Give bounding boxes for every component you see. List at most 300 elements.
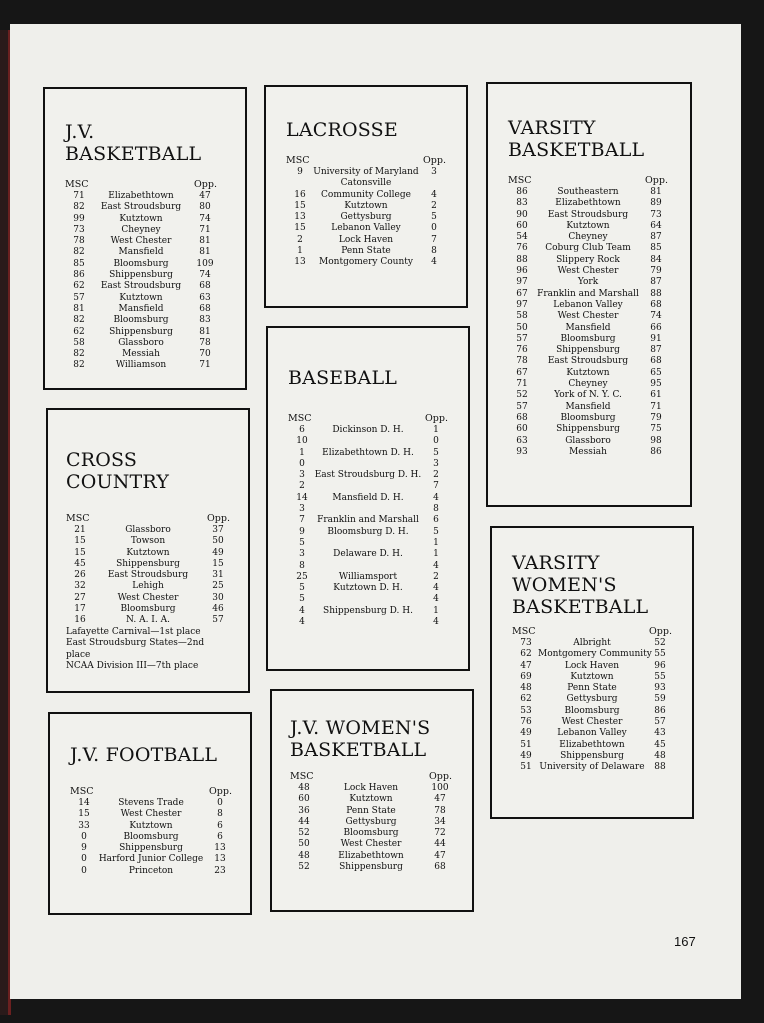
- msc-score: 58: [516, 311, 528, 322]
- score-row: [65, 191, 217, 202]
- score-row: [286, 246, 446, 257]
- opponent-name: Franklin and Marshall: [317, 515, 419, 526]
- result-note-2: East Stroudsburg States—2nd place: [66, 638, 205, 660]
- msc-score: 0: [299, 458, 305, 469]
- score-row: [288, 470, 448, 481]
- opponent-name: Albright: [573, 638, 611, 648]
- scores-list: [70, 798, 232, 877]
- opp-score: 55: [654, 671, 666, 682]
- opp-score: 59: [654, 694, 666, 705]
- opp-score: 68: [199, 281, 211, 292]
- opponent-name: Lock Haven: [338, 234, 394, 245]
- msc-score: 1: [299, 447, 305, 458]
- opponent-name: Shippensburg: [116, 558, 180, 569]
- jv-basketball-title: J.V. BASKETBALL: [65, 121, 202, 165]
- msc-score: 8: [299, 560, 305, 571]
- msc-score: 57: [73, 292, 85, 303]
- opponent-name: Mansfield: [565, 322, 611, 333]
- score-row: [512, 683, 672, 694]
- score-row: [286, 178, 446, 189]
- msc-score: 82: [73, 349, 85, 360]
- msc-score: 5: [299, 594, 305, 605]
- opp-score: 95: [650, 379, 662, 390]
- opponent-name: Shippensburg: [339, 862, 403, 873]
- msc-score: 0: [81, 865, 87, 876]
- score-row: [508, 187, 668, 198]
- opp-score: 4: [431, 257, 437, 268]
- opponent-name: Bloomsburg: [113, 258, 169, 269]
- opp-score: 71: [199, 224, 211, 235]
- opponent-name: Lebanon Valley: [331, 223, 401, 234]
- score-row: [66, 615, 230, 626]
- msc-score: 97: [516, 277, 528, 288]
- opponent-name: East Stroudsburg: [547, 356, 629, 367]
- score-row: [70, 843, 232, 854]
- varsity-womens-basketball-title: VARSITY WOMEN'S BASKETBALL: [512, 552, 649, 618]
- msc-score: 15: [74, 536, 86, 547]
- msc-label: MSC: [65, 179, 89, 190]
- opp-score: 44: [434, 839, 446, 850]
- opp-score: 68: [650, 356, 662, 367]
- msc-score: 52: [298, 828, 310, 839]
- msc-score: 82: [73, 315, 85, 326]
- opp-score: 87: [650, 277, 662, 288]
- opp-score: 4: [433, 492, 439, 503]
- score-row: [65, 315, 217, 326]
- opp-score: 74: [650, 311, 662, 322]
- opponent-name: East Stroudsburg: [547, 209, 629, 220]
- opponent-name: Bloomsburg: [123, 831, 179, 842]
- opp-label: Opp.: [429, 771, 452, 782]
- score-row: [508, 447, 668, 458]
- opp-score: 1: [433, 537, 439, 548]
- opponent-name: Dickinson D. H.: [332, 425, 404, 435]
- opp-score: 79: [650, 412, 662, 423]
- opponent-name: Shippensburg D. H.: [323, 605, 413, 616]
- score-row: [290, 806, 452, 817]
- msc-score: 15: [74, 547, 86, 558]
- opp-score: 4: [431, 189, 437, 200]
- msc-score: 76: [516, 345, 528, 356]
- opponent-name: Bloomsburg: [343, 828, 399, 839]
- scores-list: [512, 638, 672, 774]
- msc-score: 82: [73, 202, 85, 213]
- opponent-name: Penn State: [341, 246, 391, 257]
- score-row: [286, 223, 446, 234]
- opponent-name: Gettysburg: [340, 212, 392, 223]
- score-row: [290, 783, 452, 794]
- score-row: [66, 536, 230, 547]
- score-row: [508, 243, 668, 254]
- opponent-name: Gettysburg: [566, 694, 618, 705]
- opp-score: 65: [650, 367, 662, 378]
- opp-score: 87: [650, 232, 662, 243]
- msc-score: 47: [520, 660, 532, 671]
- opponent-name: East Stroudsburg: [107, 570, 189, 581]
- opp-score: 63: [199, 292, 211, 303]
- opp-score: 81: [199, 326, 211, 337]
- opp-score: 68: [434, 862, 446, 873]
- opp-score: 86: [650, 446, 662, 457]
- opp-score: 98: [650, 435, 662, 446]
- score-row: [508, 334, 668, 345]
- score-row: [508, 232, 668, 243]
- score-row: [288, 617, 448, 628]
- opp-label: Opp.: [194, 179, 217, 190]
- opp-score: 6: [217, 820, 223, 831]
- baseball-title: BASEBALL: [288, 367, 398, 389]
- msc-label: MSC: [512, 626, 536, 637]
- msc-score: 0: [81, 831, 87, 842]
- opp-score: 78: [199, 337, 211, 348]
- score-row: [290, 828, 452, 839]
- msc-score: 78: [516, 356, 528, 367]
- opp-score: 73: [650, 209, 662, 220]
- score-row: [288, 572, 448, 583]
- opponent-name: Mansfield: [118, 303, 164, 314]
- opponent-name: Lebanon Valley: [557, 728, 627, 739]
- msc-score: 52: [298, 862, 310, 873]
- opponent-name: Shippensburg: [109, 270, 173, 281]
- opp-score: 3: [431, 167, 437, 177]
- score-row: [66, 548, 230, 559]
- varsity-womens-basketball-panel: [490, 526, 694, 819]
- score-row: [508, 379, 668, 390]
- opponent-name: Glassboro: [125, 525, 171, 535]
- opp-score: 57: [654, 717, 666, 728]
- score-row: [512, 661, 672, 672]
- opp-score: 2: [431, 200, 437, 211]
- opponent-name: Penn State: [346, 805, 396, 816]
- msc-score: 7: [299, 515, 305, 526]
- score-row: [512, 638, 672, 649]
- msc-score: 97: [516, 299, 528, 310]
- score-row: [66, 559, 230, 570]
- score-row: [290, 839, 452, 850]
- opp-score: 74: [199, 213, 211, 224]
- msc-score: 60: [516, 424, 528, 435]
- opp-score: 25: [212, 581, 224, 592]
- msc-score: 10: [296, 436, 308, 447]
- opp-score: 4: [433, 594, 439, 605]
- opp-score: 93: [654, 683, 666, 694]
- msc-score: 51: [520, 739, 532, 750]
- score-row: [508, 266, 668, 277]
- score-row: [512, 649, 672, 660]
- scores-list: [66, 525, 230, 627]
- score-row: [65, 281, 217, 292]
- opp-score: 43: [654, 728, 666, 739]
- opponent-name: Kutztown: [349, 794, 393, 805]
- score-row: [70, 866, 232, 877]
- score-row: [65, 349, 217, 360]
- msc-score: 27: [74, 592, 86, 603]
- opponent-name: N. A. I. A.: [126, 615, 170, 626]
- opp-score: 45: [654, 739, 666, 750]
- opp-score: 78: [434, 805, 446, 816]
- opponent-name: Kutztown: [566, 220, 610, 231]
- score-row: [290, 862, 452, 873]
- score-row: [65, 259, 217, 270]
- opp-score: 85: [650, 243, 662, 254]
- opponent-name: Lebanon Valley: [553, 299, 623, 310]
- msc-score: 15: [78, 809, 90, 820]
- opp-score: 2: [433, 571, 439, 582]
- score-header: [290, 771, 452, 783]
- opp-score: 0: [433, 436, 439, 447]
- score-row: [508, 402, 668, 413]
- opponent-name: Mansfield: [118, 247, 164, 258]
- opp-score: 100: [431, 783, 449, 793]
- opp-score: 8: [217, 809, 223, 820]
- score-row: [508, 345, 668, 356]
- opponent-name: Kutztown: [126, 547, 170, 558]
- score-row: [508, 436, 668, 447]
- msc-score: 81: [73, 303, 85, 314]
- opp-score: 46: [212, 604, 224, 615]
- opp-score: 86: [654, 705, 666, 716]
- msc-score: 3: [299, 504, 305, 515]
- opponent-name: Shippensburg: [109, 326, 173, 337]
- score-row: [288, 493, 448, 504]
- msc-score: 17: [74, 604, 86, 615]
- score-row: [290, 817, 452, 828]
- jv-football-panel: [48, 712, 252, 915]
- opp-score: 79: [650, 266, 662, 277]
- opp-score: 96: [654, 660, 666, 671]
- score-row: [512, 706, 672, 717]
- score-header: [286, 155, 446, 167]
- score-row: [508, 413, 668, 424]
- score-row: [288, 583, 448, 594]
- opponent-name: Kutztown D. H.: [333, 583, 403, 594]
- opponent-name: Mansfield D. H.: [332, 492, 404, 503]
- msc-score: 90: [516, 209, 528, 220]
- opp-score: 8: [431, 246, 437, 257]
- opp-score: 47: [434, 794, 446, 805]
- lacrosse-panel: [264, 85, 468, 308]
- score-row: [508, 300, 668, 311]
- score-row: [512, 717, 672, 728]
- msc-score: 4: [299, 605, 305, 616]
- opp-score: 72: [434, 828, 446, 839]
- msc-score: 44: [298, 816, 310, 827]
- opponent-name: Elizabethtown: [559, 739, 625, 750]
- msc-score: 50: [516, 322, 528, 333]
- score-row: [65, 327, 217, 338]
- score-row: [70, 821, 232, 832]
- score-row: [288, 448, 448, 459]
- opp-score: 57: [212, 615, 224, 626]
- score-row: [286, 167, 446, 178]
- opponent-name: Towson: [130, 536, 166, 547]
- score-row: [66, 581, 230, 592]
- score-row: [512, 694, 672, 705]
- msc-score: 78: [73, 236, 85, 247]
- score-row: [288, 527, 448, 538]
- score-row: [70, 832, 232, 843]
- score-row: [288, 504, 448, 515]
- score-row: [65, 270, 217, 281]
- msc-score: 73: [73, 224, 85, 235]
- msc-score: 93: [516, 446, 528, 457]
- opponent-name: Montgomery Community: [538, 649, 652, 660]
- opp-score: 64: [650, 220, 662, 231]
- msc-score: 60: [516, 220, 528, 231]
- opponent-name: Shippensburg: [560, 750, 624, 761]
- msc-score: 0: [81, 854, 87, 865]
- opponent-name: Glassboro: [565, 435, 611, 446]
- opp-score: 34: [434, 816, 446, 827]
- opponent-name: Coburg Club Team: [545, 243, 631, 254]
- msc-score: 67: [516, 288, 528, 299]
- opp-score: 81: [199, 247, 211, 258]
- opponent-name: Kutztown: [119, 292, 163, 303]
- opponent-name: West Chester: [110, 236, 172, 247]
- msc-score: 15: [294, 200, 306, 211]
- opp-score: 66: [650, 322, 662, 333]
- opponent-name: Elizabethtown: [108, 191, 174, 201]
- opponent-name: West Chester: [557, 311, 619, 322]
- score-row: [286, 257, 446, 268]
- msc-score: 14: [296, 492, 308, 503]
- msc-score: 2: [297, 234, 303, 245]
- score-row: [508, 198, 668, 209]
- opponent-name: Delaware D. H.: [333, 549, 403, 560]
- score-row: [512, 740, 672, 751]
- jv-basketball-panel: [43, 87, 247, 390]
- msc-score: 14: [78, 798, 90, 808]
- opp-score: 4: [433, 560, 439, 571]
- opp-score: 31: [212, 570, 224, 581]
- opponent-name: Kutztown: [570, 671, 614, 682]
- msc-label: MSC: [286, 155, 310, 166]
- score-row: [288, 549, 448, 560]
- msc-score: 86: [516, 187, 528, 197]
- opp-score: 80: [199, 202, 211, 213]
- score-row: [66, 525, 230, 536]
- opp-score: 50: [212, 536, 224, 547]
- msc-score: 85: [73, 258, 85, 269]
- msc-label: MSC: [290, 771, 314, 782]
- msc-score: 76: [520, 717, 532, 728]
- msc-score: 54: [516, 232, 528, 243]
- opponent-name: East Stroudsburg: [100, 202, 182, 213]
- opponent-name: University of Delaware: [539, 762, 645, 773]
- opp-score: 88: [650, 288, 662, 299]
- opponent-name: Lock Haven: [343, 783, 399, 793]
- score-row: [65, 214, 217, 225]
- msc-score: 71: [516, 379, 528, 390]
- msc-score: 57: [516, 401, 528, 412]
- opp-score: 6: [433, 515, 439, 526]
- opponent-name: Kutztown: [344, 200, 388, 211]
- score-row: [288, 481, 448, 492]
- jv-football-title: J.V. FOOTBALL: [70, 744, 218, 766]
- msc-score: 3: [299, 470, 305, 481]
- opp-score: 5: [433, 526, 439, 537]
- score-row: [508, 289, 668, 300]
- opponent-name: Lock Haven: [564, 660, 620, 671]
- opp-score: 15: [212, 558, 224, 569]
- opp-score: 7: [433, 481, 439, 492]
- score-row: [508, 356, 668, 367]
- msc-score: 3: [299, 549, 305, 560]
- msc-score: 9: [299, 526, 305, 537]
- msc-score: 52: [516, 390, 528, 401]
- opponent-name: Slippery Rock: [556, 254, 620, 265]
- scores-list: [288, 425, 448, 628]
- msc-score: 63: [516, 435, 528, 446]
- opp-score: 2: [433, 470, 439, 481]
- score-row: [508, 368, 668, 379]
- opp-score: 88: [654, 762, 666, 773]
- opponent-name: Cheyney: [121, 224, 161, 235]
- opponent-name: West Chester: [117, 592, 179, 603]
- opp-label: Opp.: [423, 155, 446, 166]
- opp-score: 4: [433, 583, 439, 594]
- opponent-name: Messiah: [122, 349, 160, 360]
- scores-list: [65, 191, 217, 372]
- opp-score: 68: [199, 303, 211, 314]
- opponent-name: Messiah: [569, 446, 607, 457]
- msc-score: 16: [74, 615, 86, 626]
- score-header: [512, 626, 672, 638]
- opponent-name: Franklin and Marshall: [537, 288, 639, 299]
- msc-label: MSC: [70, 786, 94, 797]
- opp-score: 13: [214, 854, 226, 865]
- opponent-name: Bloomsburg: [564, 705, 620, 716]
- varsity-basketball-title: VARSITY BASKETBALL: [508, 117, 645, 161]
- opponent-name: Southeastern: [557, 187, 619, 197]
- opponent-name: Lehigh: [132, 581, 164, 592]
- opponent-name: Cheyney: [568, 232, 608, 243]
- score-row: [508, 323, 668, 334]
- score-row: [288, 606, 448, 617]
- opp-score: 75: [650, 424, 662, 435]
- score-row: [508, 221, 668, 232]
- opp-score: 47: [199, 191, 211, 201]
- msc-score: 58: [73, 337, 85, 348]
- scores-list: [290, 783, 452, 873]
- opp-score: 81: [199, 236, 211, 247]
- msc-score: 1: [297, 246, 303, 257]
- msc-score: 53: [520, 705, 532, 716]
- msc-score: 86: [73, 270, 85, 281]
- score-row: [288, 594, 448, 605]
- opp-score: 1: [433, 549, 439, 560]
- opp-score: 49: [212, 547, 224, 558]
- msc-label: MSC: [508, 175, 532, 186]
- msc-label: MSC: [66, 513, 90, 524]
- score-row: [65, 338, 217, 349]
- msc-score: 4: [299, 617, 305, 628]
- score-row: [512, 751, 672, 762]
- score-row: [286, 235, 446, 246]
- opponent-name: Community College: [321, 189, 411, 200]
- opp-score: 55: [654, 649, 666, 660]
- msc-score: 83: [516, 198, 528, 209]
- msc-score: 26: [74, 570, 86, 581]
- msc-score: 21: [74, 525, 86, 535]
- score-header: [66, 513, 230, 525]
- opponent-name: Elizabethtown: [555, 198, 621, 209]
- score-row: [286, 201, 446, 212]
- opponent-name: Kutztown: [129, 820, 173, 831]
- score-row: [66, 570, 230, 581]
- opp-score: 6: [217, 831, 223, 842]
- opponent-name: West Chester: [340, 839, 402, 850]
